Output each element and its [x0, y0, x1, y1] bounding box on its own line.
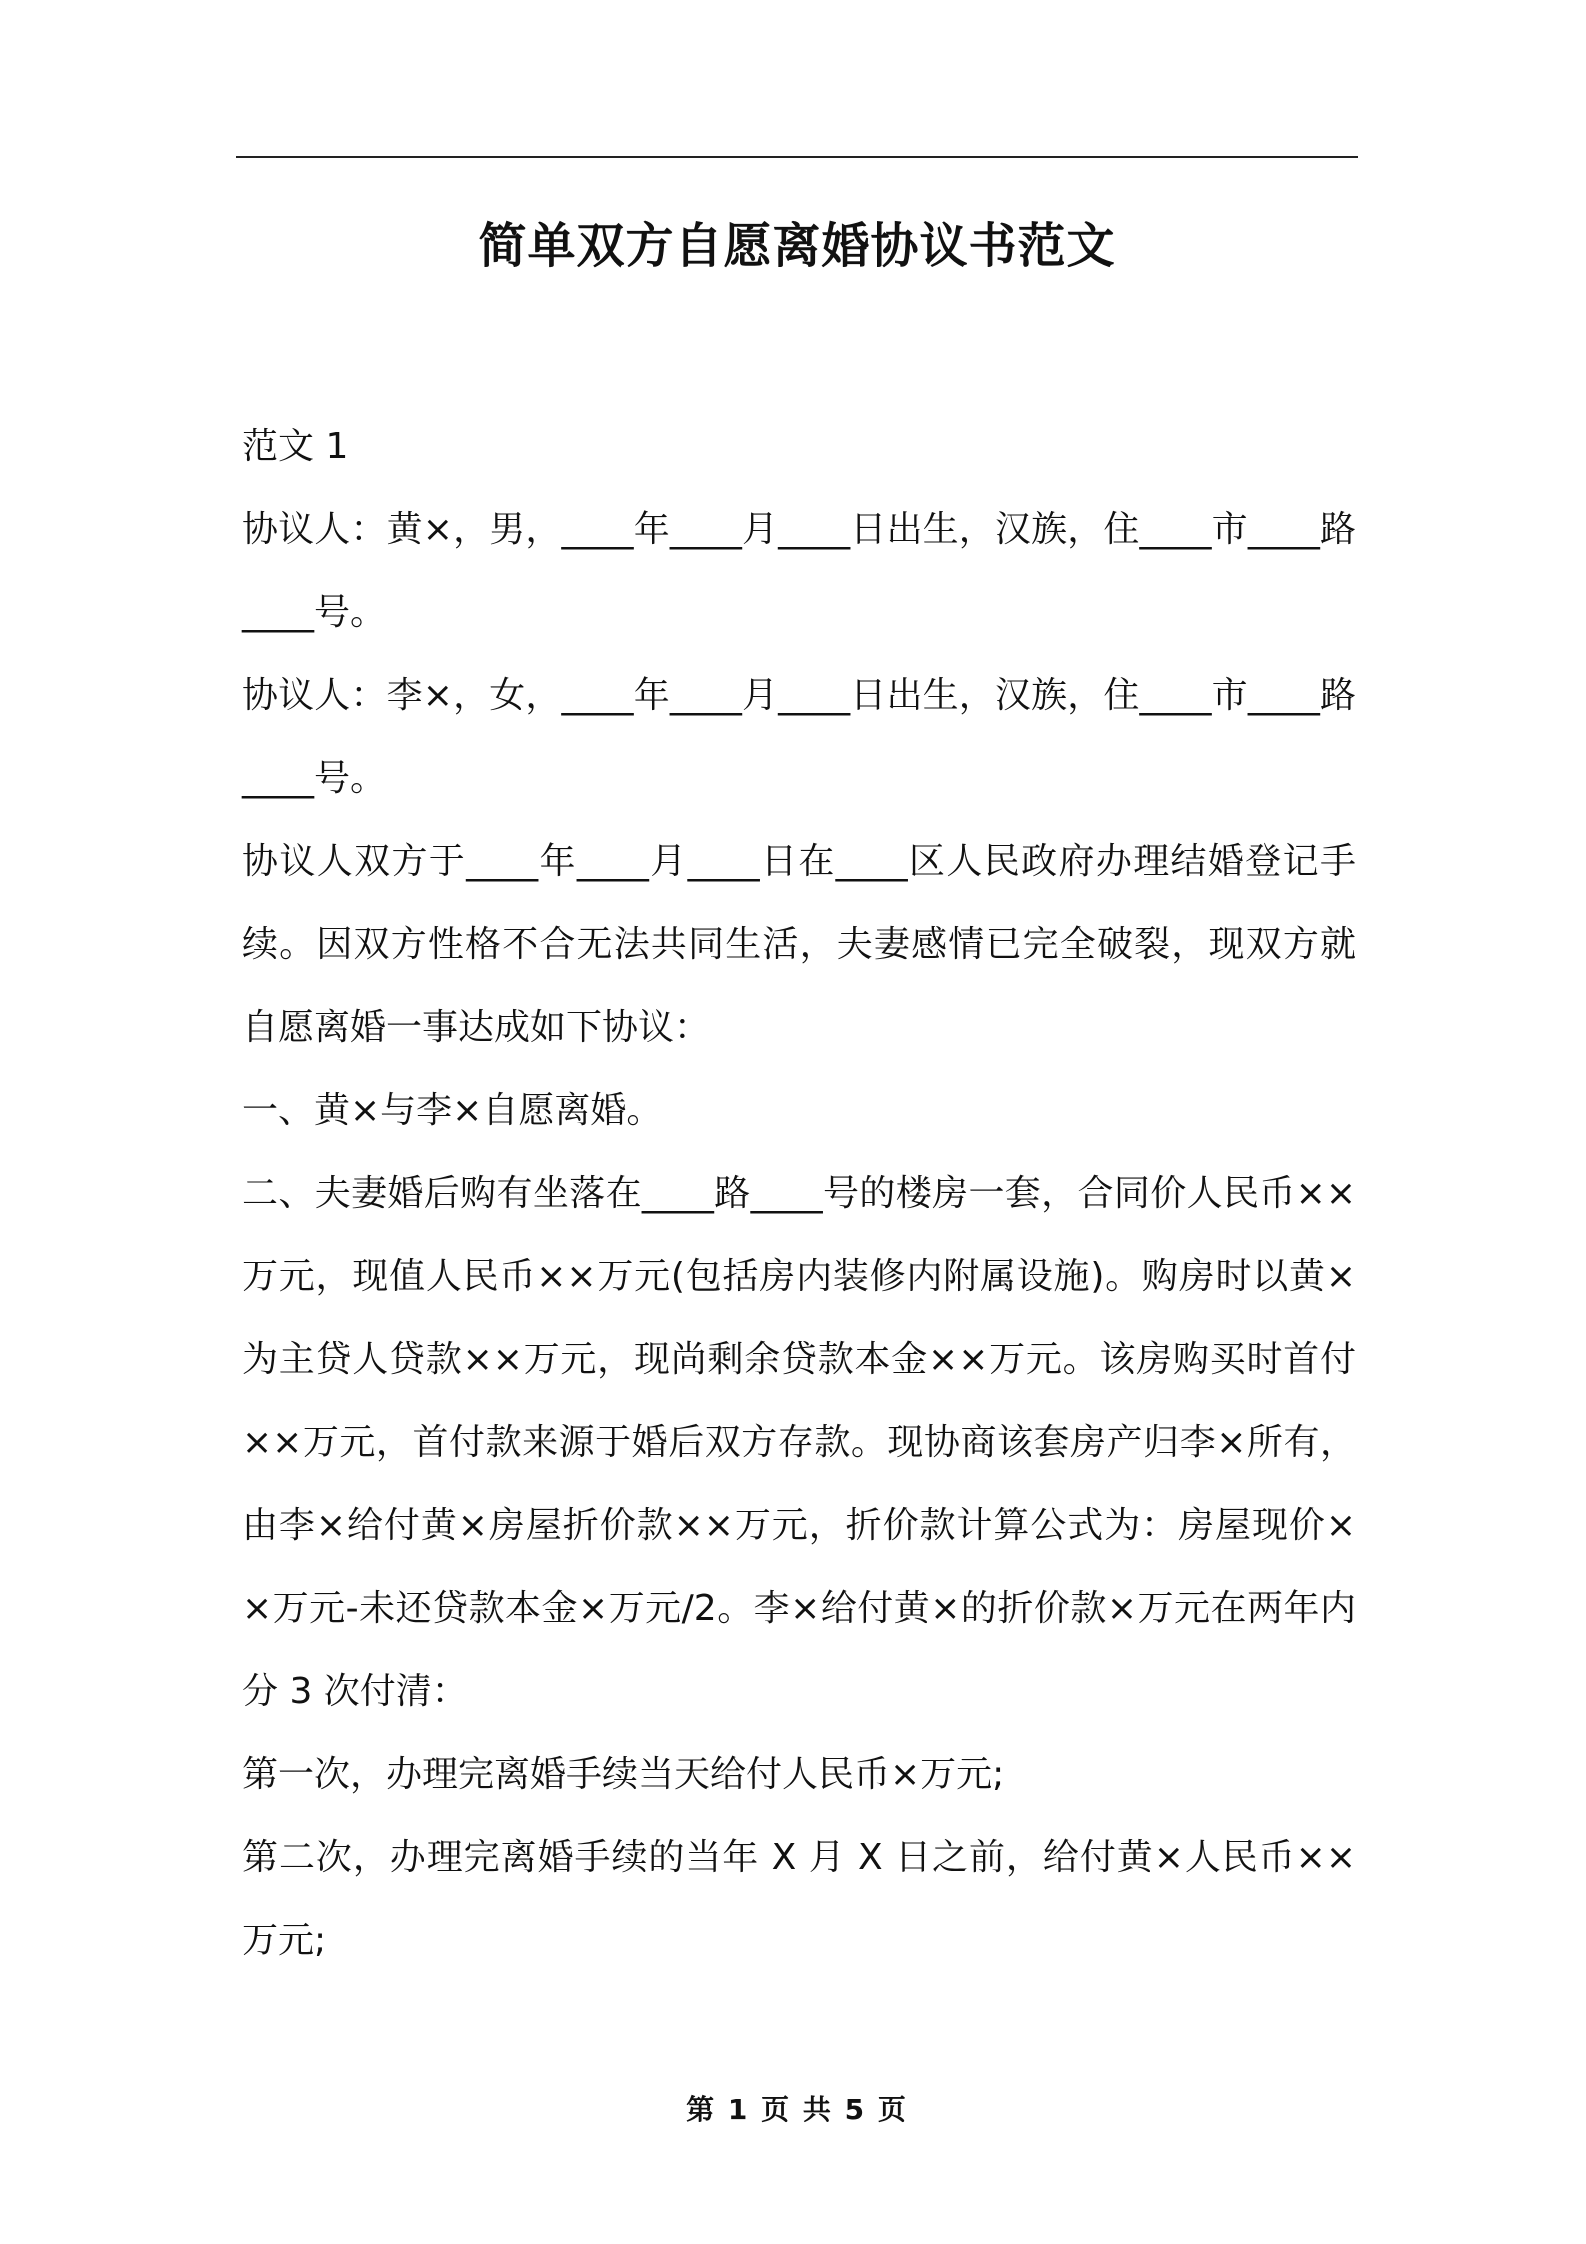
preamble-paragraph: 协议人双方于____年____月____日在____区人民政府办理结婚登记手续。因双方性格不合无法共同生活，夫妻感情已完全破裂，现双方就自愿离婚一事达成如下协议： — [242, 841, 1356, 1048]
payment-1-paragraph: 第一次，办理完离婚手续当天给付人民币×万元; — [242, 1754, 1005, 1795]
document-title: 简单双方自愿离婚协议书范文 — [478, 218, 1116, 274]
payment-2-paragraph: 第二次，办理完离婚手续的当年 X 月 X 日之前，给付黄×人民币××万元; — [242, 1837, 1356, 1961]
page-number-footer: 第 1 页 共 5 页 — [686, 2093, 908, 2126]
party-1-paragraph: 协议人：黄×，男，____年____月____日出生，汉族，住____市____路____号。 — [242, 509, 1356, 633]
section-label: 范文 1 — [242, 426, 349, 467]
clause-1-paragraph: 一、黄×与李×自愿离婚。 — [242, 1090, 663, 1131]
header-rule — [236, 156, 1358, 158]
clause-2-paragraph: 二、夫妻婚后购有坐落在____路____号的楼房一套，合同价人民币××万元，现值人民币××万元(包括房内装修内附属设施)。购房时以黄×为主贷人贷款××万元，现尚剩余贷款本金××万元。该房购买时首付××万元，首付款来源于婚后双方存款。现协商该套房产归李×所有，由李×给付黄×房屋折价款××万元，折价款计算公式为：房屋现价××万元-未还贷款本金×万元/2。李×给付黄×的折价款×万元在两年内分 3 次付清： — [242, 1173, 1356, 1712]
party-2-paragraph: 协议人：李×，女，____年____月____日出生，汉族，住____市____路____号。 — [242, 675, 1356, 799]
document-body — [242, 405, 1356, 1982]
